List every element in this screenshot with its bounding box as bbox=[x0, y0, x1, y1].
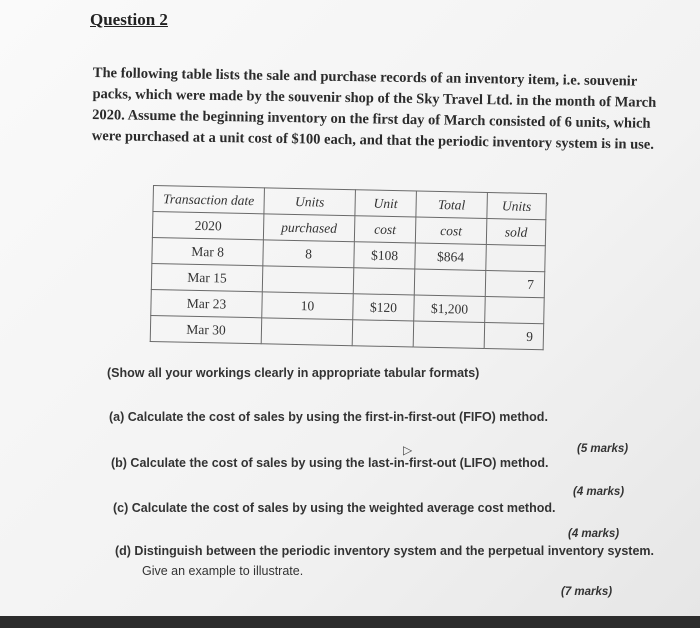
bottom-shadow bbox=[0, 616, 700, 628]
header-year: 2020 bbox=[152, 212, 264, 240]
problem-paragraph: The following table lists the sale and purchase records of an inventory item, i.e. souvenir packs, which were made by the souvenir shop of the Sky Travel Ltd. in the month of March 2020. Assume the beginning inventory on the first day of March consisted of 6 units, which were purchased at a unit cost of $100 each, and that the periodic inventory system is in use. bbox=[91, 64, 657, 153]
marks-c: (4 marks) bbox=[568, 528, 620, 540]
cell-purchased bbox=[261, 318, 353, 346]
header-total-cost-2: cost bbox=[415, 217, 487, 244]
header-total-cost: Total bbox=[416, 191, 488, 218]
cell-total-cost bbox=[413, 321, 485, 348]
instruction-text: (Show all your workings clearly in appropriate tabular formats) bbox=[107, 366, 480, 380]
mouse-cursor-icon: ▷ bbox=[403, 443, 413, 457]
question-c: (c) Calculate the cost of sales by using the weighted average cost method. bbox=[113, 501, 556, 515]
cell-date: Mar 15 bbox=[151, 263, 263, 291]
marks-a: (5 marks) bbox=[577, 443, 629, 455]
question-d: (d) Distinguish between the periodic inventory system and the perpetual inventory system. bbox=[115, 544, 655, 558]
cell-purchased: 8 bbox=[263, 240, 355, 268]
marks-b: (4 marks) bbox=[573, 486, 625, 498]
header-transaction-date: Transaction date bbox=[153, 186, 265, 214]
cell-date: Mar 8 bbox=[152, 237, 264, 265]
cell-unit-cost: $108 bbox=[354, 242, 416, 269]
cell-total-cost bbox=[414, 269, 486, 296]
cell-total-cost: $864 bbox=[415, 243, 487, 270]
question-b: (b) Calculate the cost of sales by using the last-in-first-out (LIFO) method. bbox=[111, 456, 549, 470]
marks-d: (7 marks) bbox=[561, 586, 613, 598]
cell-unit-cost bbox=[352, 320, 414, 347]
header-units-purchased-2: purchased bbox=[263, 214, 355, 242]
header-unit-cost-2: cost bbox=[354, 216, 416, 243]
header-units-sold: Units bbox=[487, 193, 547, 220]
cell-sold: 7 bbox=[485, 270, 545, 297]
question-d-example: Give an example to illustrate. bbox=[142, 564, 304, 578]
cell-total-cost: $1,200 bbox=[414, 295, 486, 322]
inventory-table bbox=[150, 185, 547, 350]
cell-purchased bbox=[262, 266, 354, 294]
cell-unit-cost: $120 bbox=[353, 294, 415, 321]
cell-sold bbox=[485, 296, 545, 323]
question-title: Question 2 bbox=[90, 10, 168, 29]
header-units-sold-2: sold bbox=[486, 218, 546, 245]
cell-date: Mar 23 bbox=[151, 289, 263, 317]
cell-sold bbox=[486, 244, 546, 271]
question-a: (a) Calculate the cost of sales by using the first-in-first-out (FIFO) method. bbox=[109, 410, 548, 424]
header-units-purchased: Units bbox=[264, 188, 356, 216]
cell-date: Mar 30 bbox=[150, 315, 262, 343]
cell-unit-cost bbox=[353, 268, 415, 295]
cell-purchased: 10 bbox=[262, 292, 354, 320]
cell-sold: 9 bbox=[484, 322, 544, 349]
header-unit-cost: Unit bbox=[355, 190, 417, 217]
